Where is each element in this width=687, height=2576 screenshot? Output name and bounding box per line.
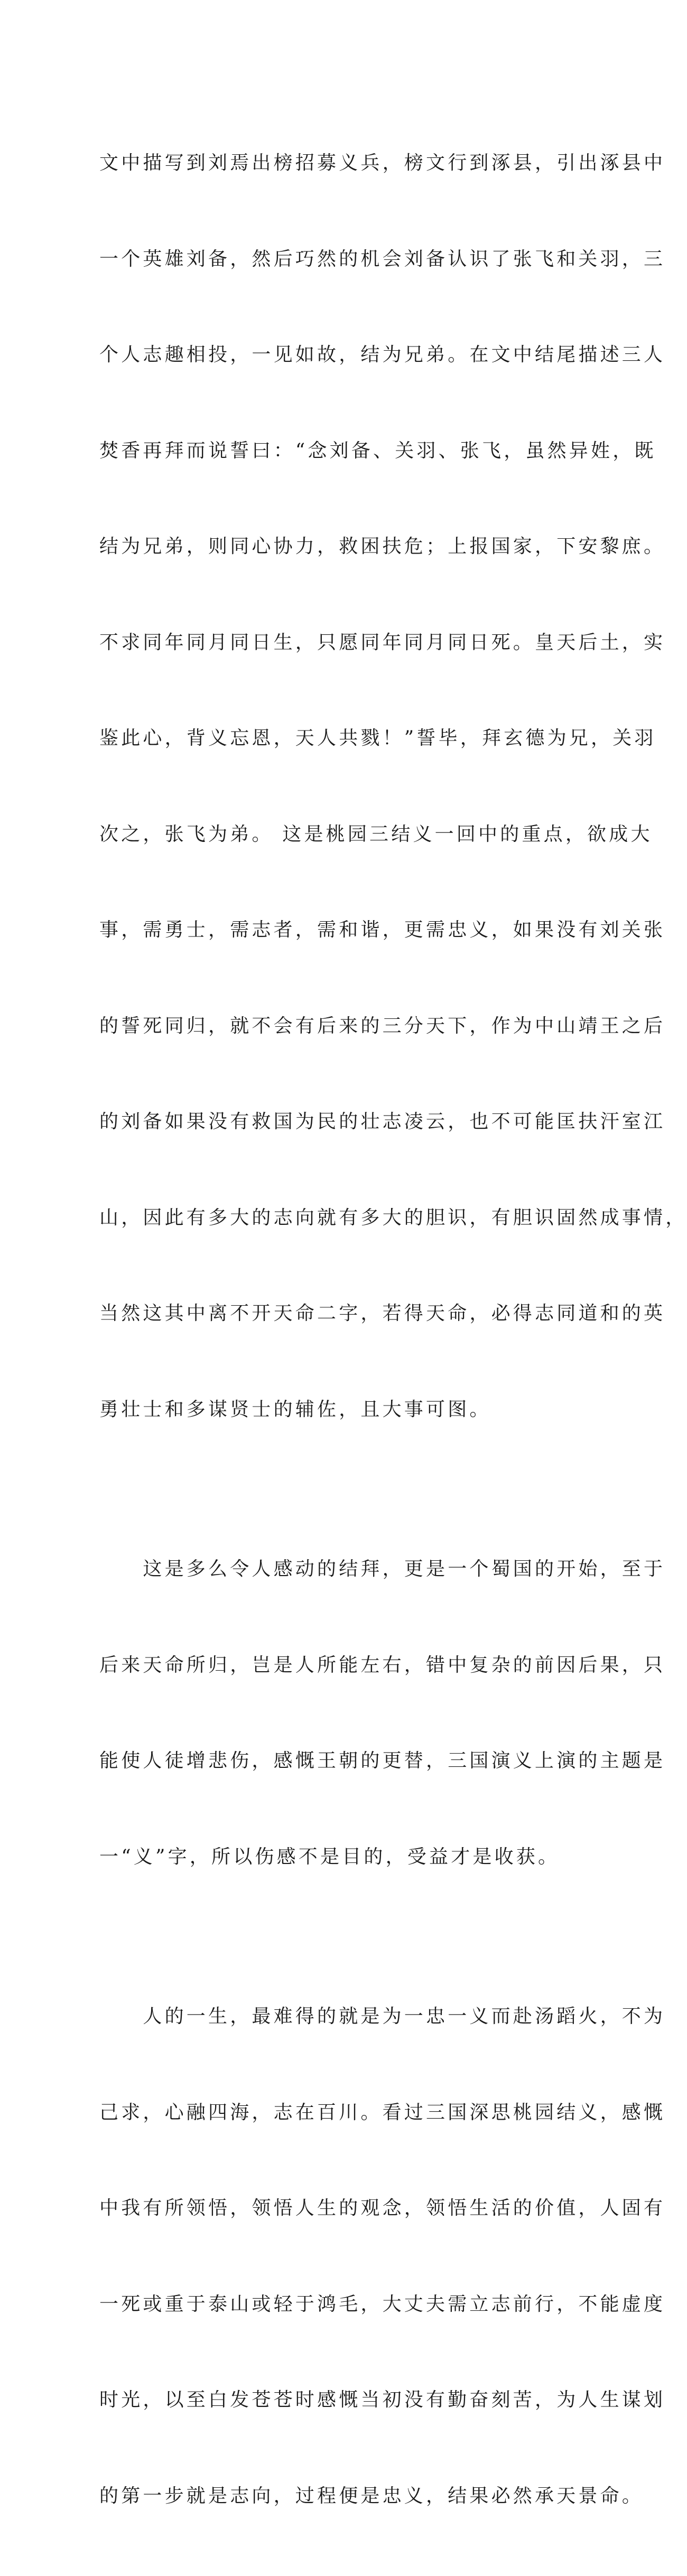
text-line: 能使人徒增悲伤，感慨王朝的更替，三国演义上演的主题是 (99, 1750, 666, 1772)
text-line: 后来天命所归，岂是人所能左右，错中复杂的前因后果，只 (99, 1654, 666, 1676)
text-line: 文中描写到刘焉出榜招募义兵，榜文行到涿县，引出涿县中 (99, 152, 666, 174)
text-line: 这是多么令人感动的结拜，更是一个蜀国的开始，至于 (99, 1558, 666, 1580)
paragraph-2 (99, 1490, 666, 1937)
text-line: 一个英雄刘备，然后巧然的机会刘备认识了张飞和关羽，三 (99, 248, 666, 270)
text-line: 己求，心融四海，志在百川。看过三国深思桃园结义，感慨 (99, 2101, 666, 2123)
text-line: 一“义”字，所以伤感不是目的，受益才是收获。 (99, 1846, 560, 1868)
text-line: 的誓死同归，就不会有后来的三分天下，作为中山靖王之后 (99, 1015, 666, 1037)
text-line: 山，因此有多大的志向就有多大的胆识，有胆识固然成事情， (99, 1206, 687, 1229)
text-line: 当然这其中离不开天命二字，若得天命，必得志同道和的英 (99, 1303, 666, 1324)
text-line: 事，需勇士，需志者，需和谐，更需忠义，如果没有刘关张 (99, 919, 666, 941)
paragraph-3 (99, 1937, 666, 2576)
text-line: 不求同年同月同日生，只愿同年同月同日死。皇天后土，实 (99, 631, 666, 653)
body-text (99, 83, 687, 2576)
text-line: 的刘备如果没有救国为民的壮志凌云，也不可能匡扶汗室江 (99, 1111, 666, 1132)
paragraph-1 (99, 83, 687, 1490)
text-line: 人的一生，最难得的就是为一忠一义而赴汤蹈火，不为 (99, 2006, 666, 2027)
text-line: 的第一步就是志向，过程便是忠义，结果必然承天景命。 (99, 2485, 644, 2507)
text-line: 勇壮士和多谋贤士的辅佐，且大事可图。 (99, 1398, 491, 1420)
text-line: 鉴此心，背义忘恩，天人共戮！”誓毕，拜玄德为兄，关羽 (99, 727, 656, 749)
text-line: 次之，张飞为弟。 这是桃园三结义一回中的重点，欲成大 (99, 823, 653, 845)
text-line: 结为兄弟，则同心协力，救困扶危；上报国家，下安黎庶。 (99, 536, 666, 557)
text-line: 个人志趣相投，一见如故，结为兄弟。在文中结尾描述三人 (99, 344, 666, 366)
text-line: 中我有所领悟，领悟人生的观念，领悟生活的价值，人固有 (99, 2197, 666, 2219)
text-line: 时光，以至白发苍苍时感慨当初没有勤奋刻苦，为人生谋划 (99, 2389, 666, 2411)
text-line: 焚香再拜而说誓曰：“念刘备、关羽、张飞，虽然异姓，既 (99, 439, 656, 462)
text-line: 一死或重于泰山或轻于鸿毛，大丈夫需立志前行，不能虚度 (99, 2293, 666, 2315)
